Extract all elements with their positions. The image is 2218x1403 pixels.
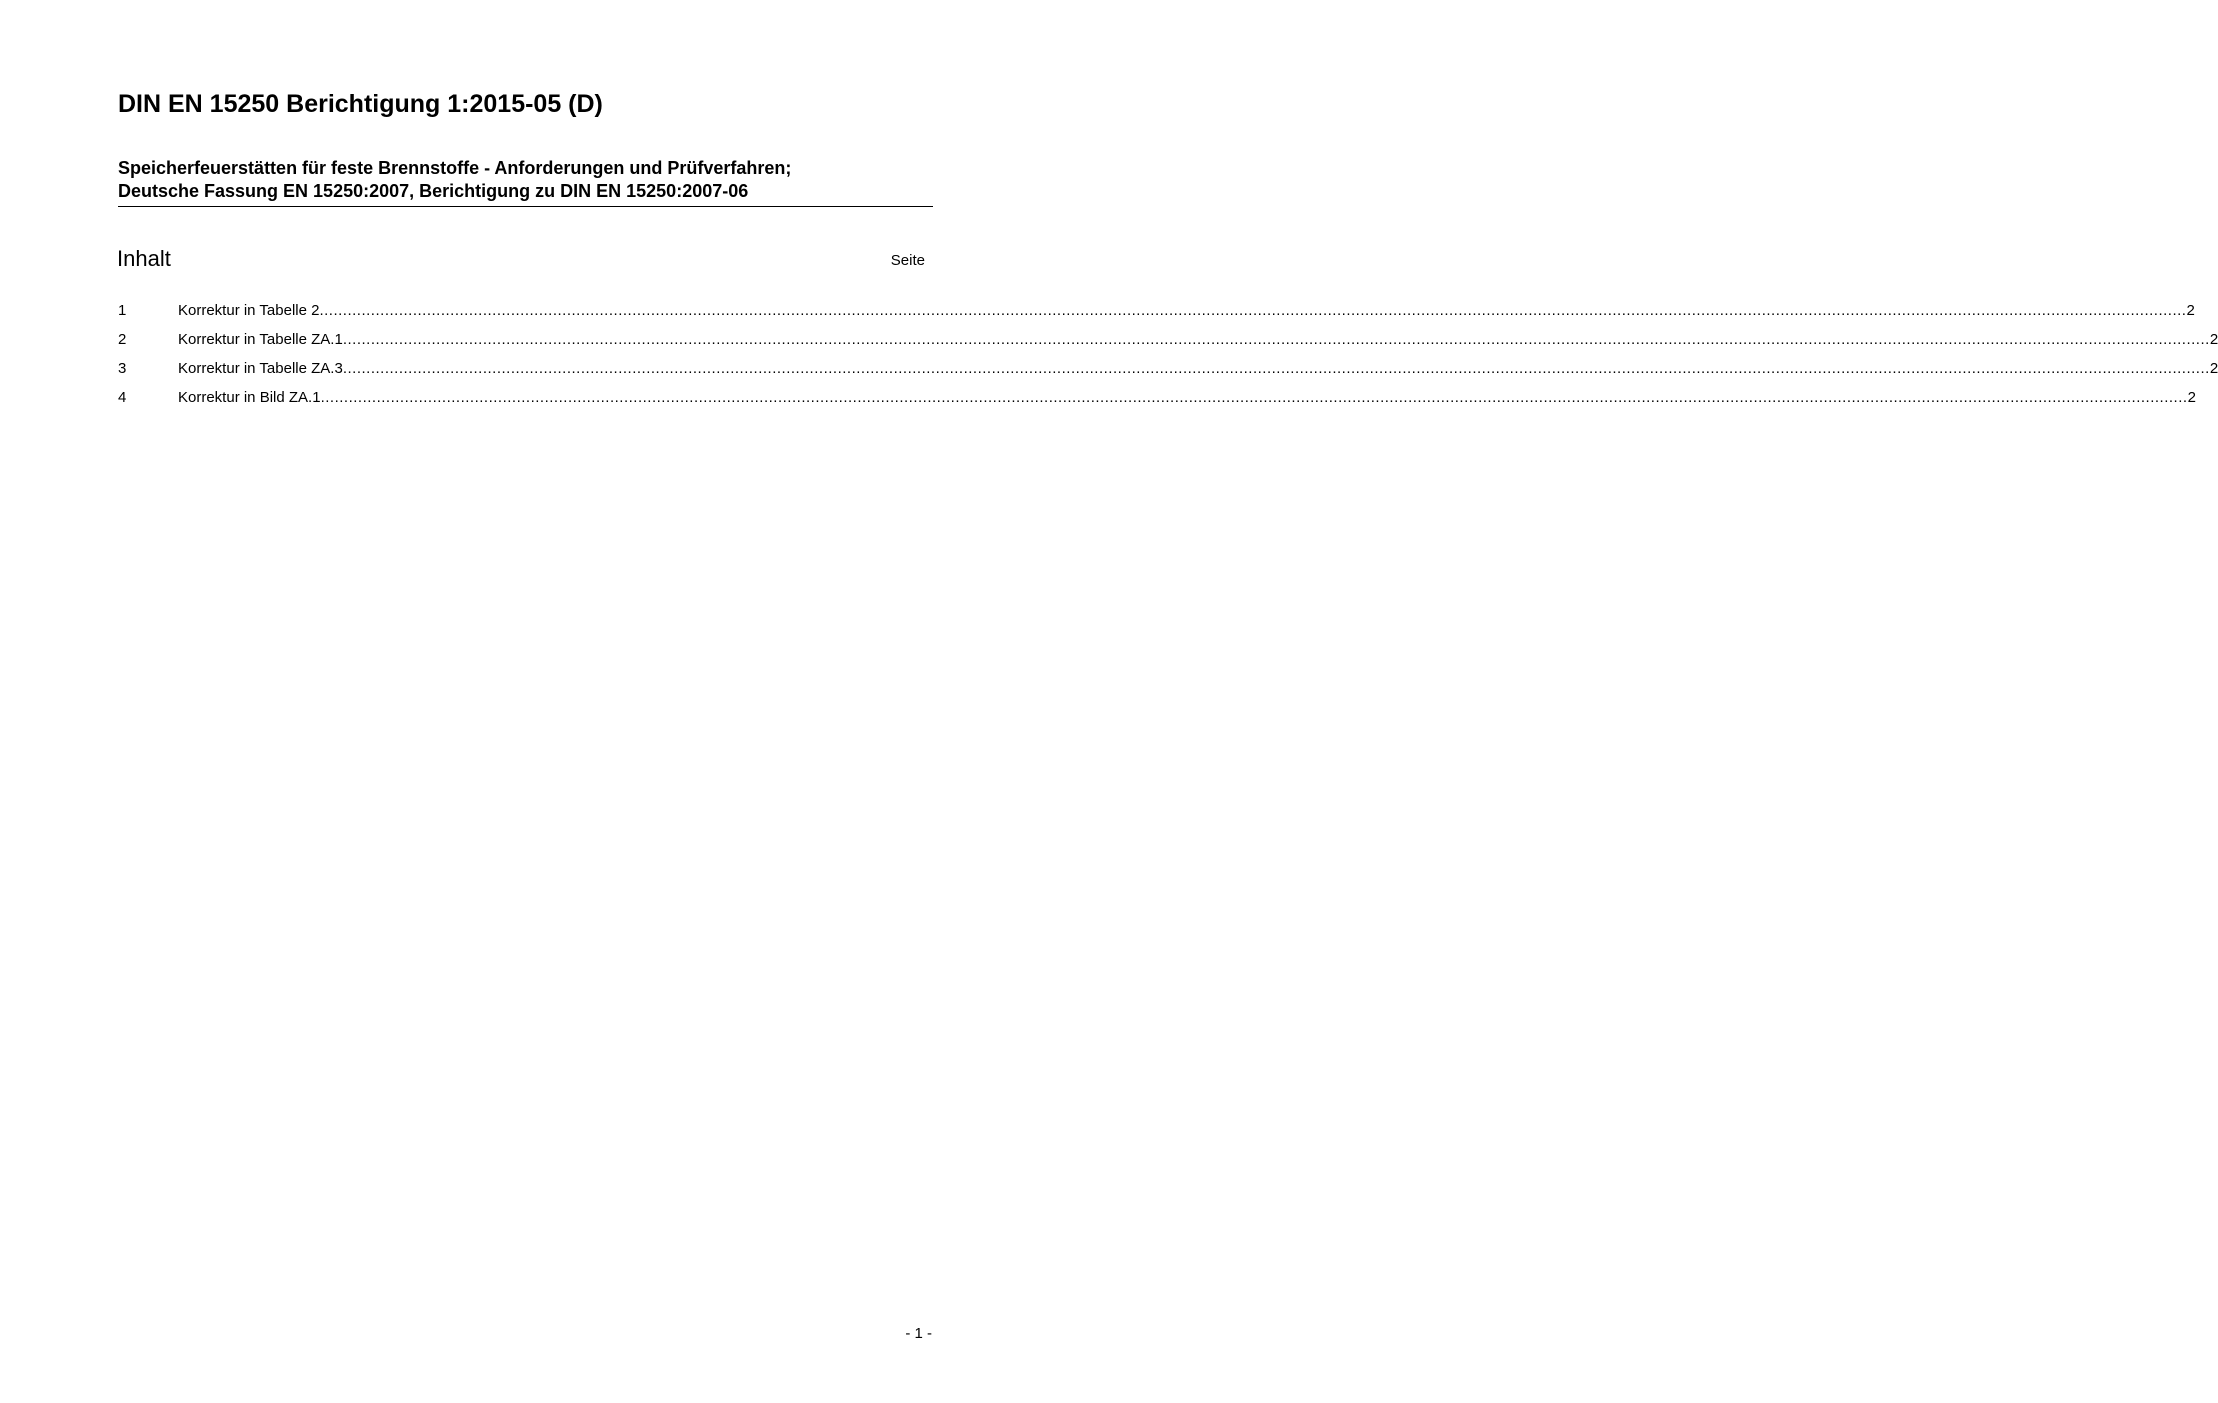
toc-entry-title: Korrektur in Bild ZA.1 — [178, 389, 321, 406]
toc-dot-leader: ................................................................................................................................................................................................................................................................................................................................................................................................................ — [342, 331, 2210, 348]
toc-entry-number: 1 — [118, 302, 127, 319]
page-number: - 1 - — [905, 1325, 932, 1342]
subtitle-line-1: Speicherfeuerstätten für feste Brennstoffe - Anforderungen und Prüfverfahren; — [118, 158, 792, 178]
toc-entry-page: 2 — [2209, 331, 2218, 348]
toc-dot-leader: ................................................................................................................................................................................................................................................................................................................................................................................................................ — [342, 360, 2210, 377]
table-of-contents — [118, 300, 2218, 416]
toc-entry-page: 2 — [2209, 360, 2218, 377]
toc-entry-title: Korrektur in Tabelle ZA.1 — [178, 331, 343, 348]
document-subtitle — [118, 157, 933, 207]
toc-entry-number: 4 — [118, 389, 127, 406]
toc-entry[interactable] — [118, 358, 2218, 387]
toc-entry-title: Korrektur in Tabelle ZA.3 — [178, 360, 343, 377]
toc-entry-number: 3 — [118, 360, 127, 377]
toc-entry-title: Korrektur in Tabelle 2 — [178, 302, 320, 319]
toc-dot-leader: ................................................................................................................................................................................................................................................................................................................................................................................................................ — [320, 389, 2188, 406]
toc-entry-page: 2 — [2187, 389, 2196, 406]
toc-heading: Inhalt — [117, 246, 171, 271]
toc-entry-number: 2 — [118, 331, 127, 348]
subtitle-line-2: Deutsche Fassung EN 15250:2007, Berichtigung zu DIN EN 15250:2007-06 — [118, 181, 749, 201]
toc-entry-page: 2 — [2186, 302, 2195, 319]
toc-dot-leader: ................................................................................................................................................................................................................................................................................................................................................................................................................ — [319, 302, 2187, 319]
toc-entry[interactable] — [118, 329, 2218, 358]
document-title: DIN EN 15250 Berichtigung 1:2015-05 (D) — [118, 90, 603, 118]
toc-entry[interactable] — [118, 387, 2196, 416]
toc-page-column-label: Seite — [890, 252, 925, 269]
toc-entry[interactable] — [118, 300, 2195, 329]
